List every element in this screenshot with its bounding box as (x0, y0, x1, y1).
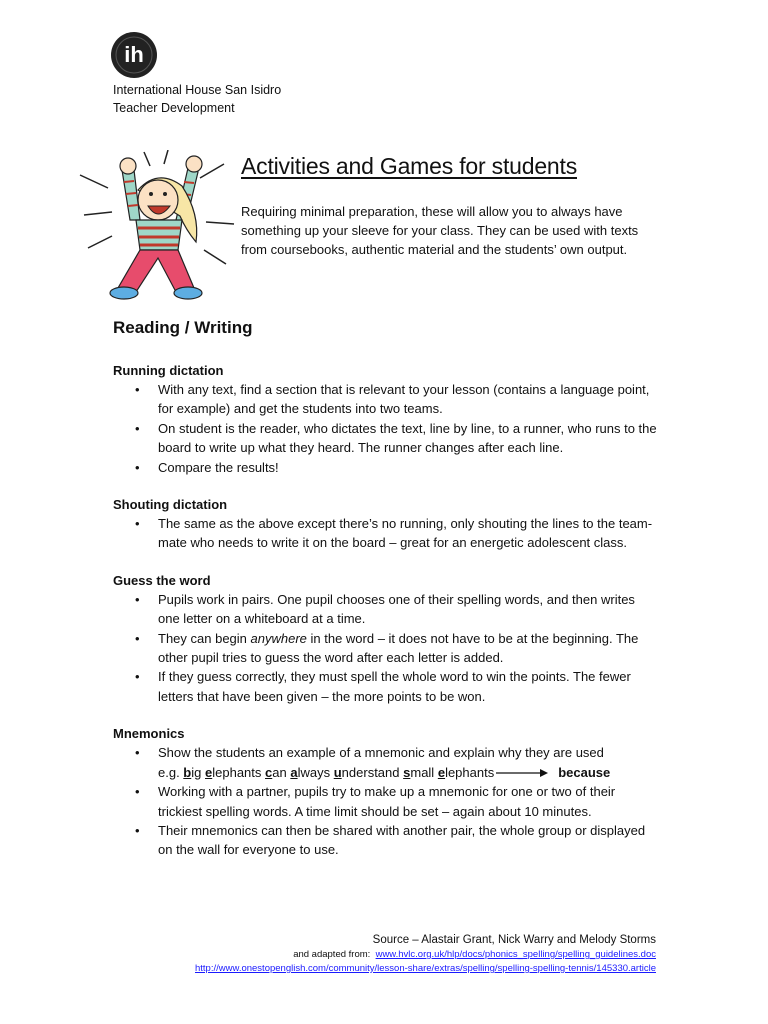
org-name: International House San Isidro (113, 83, 282, 97)
list-item (113, 629, 658, 668)
activity-shouting-dictation (113, 495, 658, 553)
intro-paragraph: Requiring minimal preparation, these will allow you to always have something up your sleeve for your class. They can be used with texts from coursebooks, authentic material and the students’ own output. (241, 204, 639, 257)
mnemonic-word: elephants (437, 764, 495, 780)
adapted-from-line (195, 948, 656, 962)
department: Teacher Development (113, 101, 235, 115)
source-link-onestopenglish[interactable]: http://www.onestopenglish.com/community/lesson-share/extras/spelling/spelling-spelling-tennis/145330.article (195, 963, 656, 974)
list-item: • On student is the reader, who dictates the text, line by line, to a runner, who runs to the board to write up what they heard. The runner changes after each line. (113, 419, 658, 458)
mnemonic-word: big (183, 764, 202, 780)
mnemonic-prefix: e.g. (158, 764, 184, 780)
footer-sources (195, 933, 656, 976)
activity-title: Running dictation (113, 363, 224, 378)
mnemonic-word: can (265, 764, 287, 780)
mnemonic-word: elephants (205, 764, 262, 780)
mnemonic-initial: c (265, 764, 273, 780)
ih-logo (110, 31, 158, 79)
text-fragment: They can begin (158, 630, 251, 646)
list-item: • Working with a partner, pupils try to make up a mnemonic for one or two of their trickiest spelling words. A time limit should be set – again about 10 minutes. (113, 782, 658, 821)
right-arrow-icon (496, 768, 548, 778)
logo-text: ih (124, 42, 144, 67)
mnemonic-initial: u (333, 764, 342, 780)
activity-mnemonics (113, 724, 658, 859)
mnemonic-word: small (403, 764, 435, 780)
list-item: • The same as the above except there’s no running, only shouting the lines to the team-mate who needs to write it on the board – great for an energetic adolescent class. (113, 514, 658, 553)
list-item: • If they guess correctly, they must spell the whole word to win the points. The fewer letters that have been given – the more points to be won. (113, 667, 658, 706)
mnemonic-example (183, 765, 494, 780)
bullet-text: Show the students an example of a mnemonic and explain why they are used (158, 745, 604, 761)
source-link-hvlc[interactable]: www.hvlc.org.uk/hlp/docs/phonics_spelling/spelling_guidelines.doc (375, 949, 656, 960)
adapted-label: and adapted from: (293, 949, 371, 960)
activities-list (113, 361, 658, 878)
section-heading: Reading / Writing (113, 318, 253, 337)
mnemonic-initial: b (183, 764, 192, 780)
mnemonic-word: understand (333, 764, 400, 780)
excited-child-illustration (78, 150, 238, 300)
activity-title: Guess the word (113, 572, 211, 588)
emphasized-word: anywhere (250, 630, 307, 646)
mnemonic-word: always (290, 764, 331, 780)
text-fragment: in the word – it does not have to be at the beginning. The other pupil tries to guess the word after each letter is added. (158, 630, 639, 666)
link-line (195, 962, 656, 976)
bullet-list (113, 380, 658, 477)
list-item: • With any text, find a section that is relevant to your lesson (contains a language point, for example) and get the students into two teams. (113, 380, 658, 419)
activity-title: Shouting dictation (113, 497, 228, 513)
list-item: • Compare the results! (113, 458, 658, 477)
bullet-list (113, 590, 658, 706)
list-item: • Their mnemonics can then be shared with another pair, the whole group or displayed on the wall for everyone to use. (113, 821, 658, 860)
source-credit: Source – Alastair Grant, Nick Warry and Melody Storms (372, 934, 656, 946)
mnemonic-initial: e (437, 764, 446, 780)
mnemonic-initial: e (205, 764, 213, 780)
mnemonic-initial: s (403, 764, 411, 780)
org-header (113, 81, 281, 117)
mnemonic-result: because (558, 764, 611, 780)
activity-guess-the-word (113, 571, 658, 706)
mnemonic-initial: a (290, 764, 298, 780)
activity-title: Mnemonics (113, 726, 185, 742)
page-title: Activities and Games for students (241, 153, 577, 179)
activity-running-dictation (113, 361, 658, 477)
list-item (113, 743, 658, 782)
bullet-list (113, 514, 658, 553)
list-item: • Pupils work in pairs. One pupil chooses one of their spelling words, and then writes one letter on a whiteboard at a time. (113, 590, 658, 629)
bullet-list (113, 743, 658, 859)
